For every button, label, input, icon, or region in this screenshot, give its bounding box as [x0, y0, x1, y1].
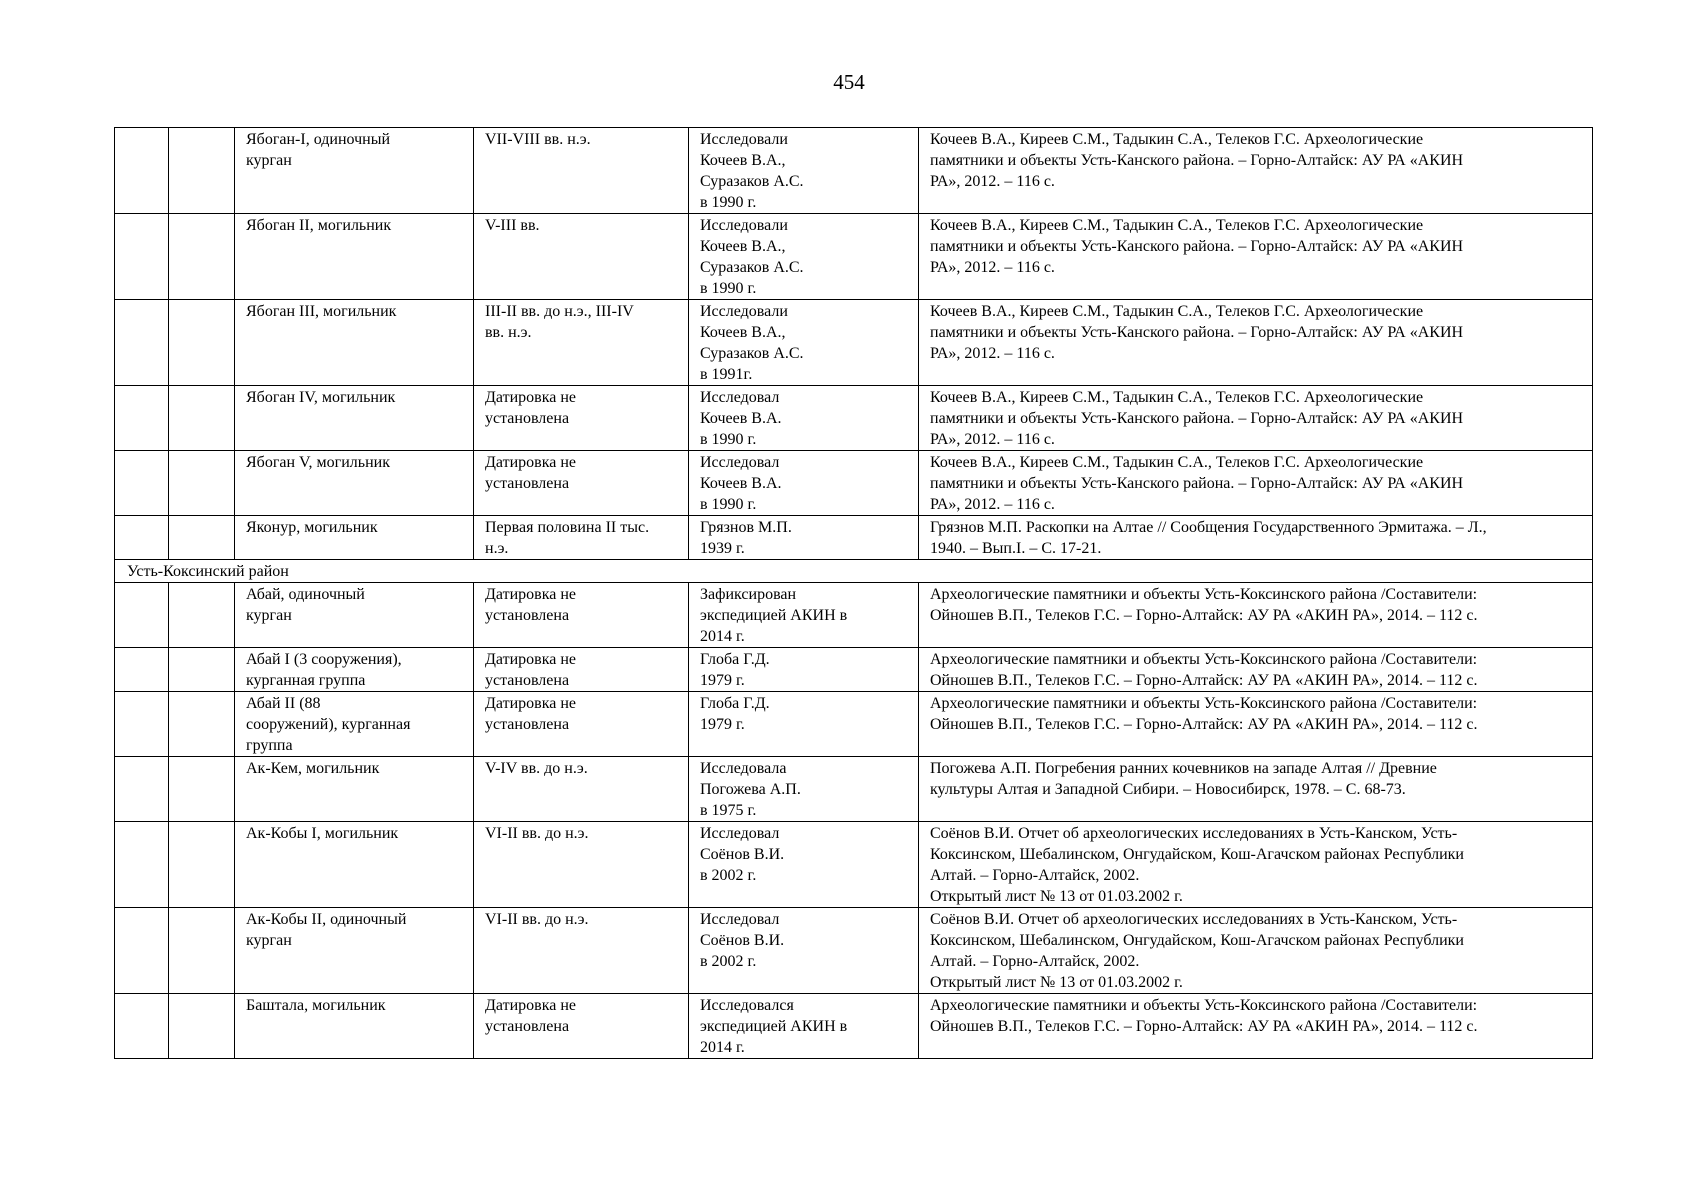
- dating-cell: Датировка не установлена: [474, 451, 689, 516]
- row-subnumber-cell: [169, 822, 235, 908]
- row-number-cell: [115, 692, 169, 757]
- table-row: [115, 516, 1593, 560]
- row-number-cell: [115, 908, 169, 994]
- row-number-cell: [115, 128, 169, 214]
- monument-name-cell: Ак-Кобы I, могильник: [235, 822, 474, 908]
- dating-cell: Датировка не установлена: [474, 994, 689, 1059]
- row-subnumber-cell: [169, 516, 235, 560]
- row-subnumber-cell: [169, 214, 235, 300]
- research-cell: Исследовала Погожева А.П. в 1975 г.: [689, 757, 919, 822]
- section-title: Усть-Коксинский район: [115, 560, 1593, 583]
- table-row: [115, 692, 1593, 757]
- row-subnumber-cell: [169, 583, 235, 648]
- monument-name-cell: Ак-Кем, могильник: [235, 757, 474, 822]
- row-subnumber-cell: [169, 757, 235, 822]
- row-number-cell: [115, 583, 169, 648]
- dating-cell: Датировка не установлена: [474, 583, 689, 648]
- dating-cell: Датировка не установлена: [474, 692, 689, 757]
- source-cell: Археологические памятники и объекты Усть-Коксинского района /Составители: Ойношев В.П., Телеков Г.С. – Горно-Алтайск: АУ РА «АКИН РА», 2014. – 112 с.: [919, 994, 1593, 1059]
- dating-cell: VI-II вв. до н.э.: [474, 822, 689, 908]
- monument-name-cell: Абай, одиночный курган: [235, 583, 474, 648]
- research-cell: Исследовали Кочеев В.А., Суразаков А.С. в 1991г.: [689, 300, 919, 386]
- research-cell: Глоба Г.Д. 1979 г.: [689, 648, 919, 692]
- dating-cell: III-II вв. до н.э., III-IV вв. н.э.: [474, 300, 689, 386]
- source-cell: Археологические памятники и объекты Усть-Коксинского района /Составители: Ойношев В.П., Телеков Г.С. – Горно-Алтайск: АУ РА «АКИН РА», 2014. – 112 с.: [919, 648, 1593, 692]
- dating-cell: V-III вв.: [474, 214, 689, 300]
- row-number-cell: [115, 516, 169, 560]
- table-row: [115, 128, 1593, 214]
- monument-name-cell: Яконур, могильник: [235, 516, 474, 560]
- research-cell: Исследовался экспедицией АКИН в 2014 г.: [689, 994, 919, 1059]
- row-subnumber-cell: [169, 300, 235, 386]
- monument-name-cell: Ябоган V, могильник: [235, 451, 474, 516]
- monument-name-cell: Ябоган IV, могильник: [235, 386, 474, 451]
- source-cell: Соёнов В.И. Отчет об археологических исследованиях в Усть-Канском, Усть- Коксинском, Шебалинском, Онгудайском, Кош-Агачском районах Республики Алтай. – Горно-Алтайск, 2002. Открытый лист № 13 от 01.03.2002 г.: [919, 822, 1593, 908]
- row-number-cell: [115, 757, 169, 822]
- row-subnumber-cell: [169, 386, 235, 451]
- source-cell: Археологические памятники и объекты Усть-Коксинского района /Составители: Ойношев В.П., Телеков Г.С. – Горно-Алтайск: АУ РА «АКИН РА», 2014. – 112 с.: [919, 583, 1593, 648]
- research-cell: Грязнов М.П. 1939 г.: [689, 516, 919, 560]
- monument-name-cell: Ябоган II, могильник: [235, 214, 474, 300]
- monument-name-cell: Ябоган-I, одиночный курган: [235, 128, 474, 214]
- dating-cell: Первая половина II тыс. н.э.: [474, 516, 689, 560]
- research-cell: Глоба Г.Д. 1979 г.: [689, 692, 919, 757]
- table-row: [115, 757, 1593, 822]
- table-row: [115, 994, 1593, 1059]
- source-cell: Кочеев В.А., Киреев С.М., Тадыкин С.А., Телеков Г.С. Археологические памятники и объекты Усть-Канского района. – Горно-Алтайск: АУ РА «АКИН РА», 2012. – 116 с.: [919, 214, 1593, 300]
- table-row: [115, 583, 1593, 648]
- research-cell: Зафиксирован экспедицией АКИН в 2014 г.: [689, 583, 919, 648]
- row-subnumber-cell: [169, 692, 235, 757]
- table-row: [115, 386, 1593, 451]
- row-number-cell: [115, 386, 169, 451]
- source-cell: Грязнов М.П. Раскопки на Алтае // Сообщения Государственного Эрмитажа. – Л., 1940. – Вып.I. – С. 17-21.: [919, 516, 1593, 560]
- monument-name-cell: Ябоган III, могильник: [235, 300, 474, 386]
- dating-cell: VII-VIII вв. н.э.: [474, 128, 689, 214]
- table-row: [115, 300, 1593, 386]
- row-subnumber-cell: [169, 648, 235, 692]
- row-subnumber-cell: [169, 994, 235, 1059]
- row-subnumber-cell: [169, 908, 235, 994]
- row-number-cell: [115, 648, 169, 692]
- source-cell: Кочеев В.А., Киреев С.М., Тадыкин С.А., Телеков Г.С. Археологические памятники и объекты Усть-Канского района. – Горно-Алтайск: АУ РА «АКИН РА», 2012. – 116 с.: [919, 451, 1593, 516]
- section-header-row: [115, 560, 1593, 583]
- research-cell: Исследовали Кочеев В.А., Суразаков А.С. в 1990 г.: [689, 214, 919, 300]
- research-cell: Исследовал Кочеев В.А. в 1990 г.: [689, 451, 919, 516]
- monuments-table: [114, 127, 1593, 1059]
- row-number-cell: [115, 822, 169, 908]
- source-cell: Кочеев В.А., Киреев С.М., Тадыкин С.А., Телеков Г.С. Археологические памятники и объекты Усть-Канского района. – Горно-Алтайск: АУ РА «АКИН РА», 2012. – 116 с.: [919, 128, 1593, 214]
- row-number-cell: [115, 300, 169, 386]
- row-subnumber-cell: [169, 451, 235, 516]
- dating-cell: V-IV вв. до н.э.: [474, 757, 689, 822]
- table-row: [115, 822, 1593, 908]
- table-row: [115, 451, 1593, 516]
- table-row: [115, 648, 1593, 692]
- page-number: 454: [833, 70, 865, 94]
- dating-cell: Датировка не установлена: [474, 648, 689, 692]
- source-cell: Соёнов В.И. Отчет об археологических исследованиях в Усть-Канском, Усть- Коксинском, Шебалинском, Онгудайском, Кош-Агачском районах Республики Алтай. – Горно-Алтайск, 2002. Открытый лист № 13 от 01.03.2002 г.: [919, 908, 1593, 994]
- row-number-cell: [115, 994, 169, 1059]
- source-cell: Погожева А.П. Погребения ранних кочевников на западе Алтая // Древние культуры Алтая и Западной Сибири. – Новосибирск, 1978. – С. 68-73.: [919, 757, 1593, 822]
- monument-name-cell: Баштала, могильник: [235, 994, 474, 1059]
- table-row: [115, 214, 1593, 300]
- table-row: [115, 908, 1593, 994]
- dating-cell: VI-II вв. до н.э.: [474, 908, 689, 994]
- source-cell: Кочеев В.А., Киреев С.М., Тадыкин С.А., Телеков Г.С. Археологические памятники и объекты Усть-Канского района. – Горно-Алтайск: АУ РА «АКИН РА», 2012. – 116 с.: [919, 300, 1593, 386]
- row-number-cell: [115, 214, 169, 300]
- source-cell: Кочеев В.А., Киреев С.М., Тадыкин С.А., Телеков Г.С. Археологические памятники и объекты Усть-Канского района. – Горно-Алтайск: АУ РА «АКИН РА», 2012. – 116 с.: [919, 386, 1593, 451]
- research-cell: Исследовал Кочеев В.А. в 1990 г.: [689, 386, 919, 451]
- monument-name-cell: Абай II (88 сооружений), курганная группа: [235, 692, 474, 757]
- research-cell: Исследовал Соёнов В.И. в 2002 г.: [689, 908, 919, 994]
- source-cell: Археологические памятники и объекты Усть-Коксинского района /Составители: Ойношев В.П., Телеков Г.С. – Горно-Алтайск: АУ РА «АКИН РА», 2014. – 112 с.: [919, 692, 1593, 757]
- monument-name-cell: Ак-Кобы II, одиночный курган: [235, 908, 474, 994]
- dating-cell: Датировка не установлена: [474, 386, 689, 451]
- research-cell: Исследовал Соёнов В.И. в 2002 г.: [689, 822, 919, 908]
- research-cell: Исследовали Кочеев В.А., Суразаков А.С. в 1990 г.: [689, 128, 919, 214]
- row-number-cell: [115, 451, 169, 516]
- monument-name-cell: Абай I (3 сооружения), курганная группа: [235, 648, 474, 692]
- row-subnumber-cell: [169, 128, 235, 214]
